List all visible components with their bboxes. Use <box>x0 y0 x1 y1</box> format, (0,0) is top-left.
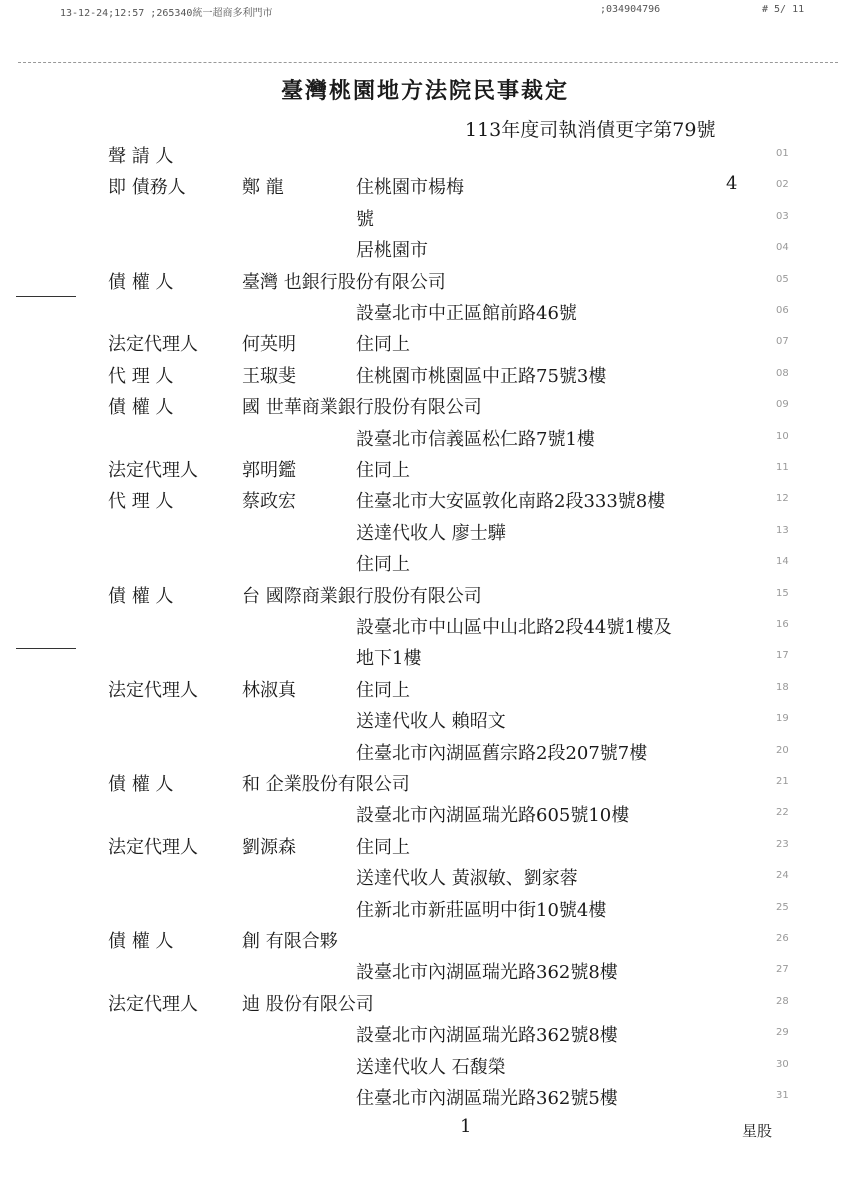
party-detail: 住臺北市內湖區舊宗路2段207號7樓 <box>356 742 648 764</box>
document-line <box>0 613 789 643</box>
party-detail: 住同上 <box>356 334 410 356</box>
party-detail: 設臺北市中山區中山北路2段44號1樓及 <box>356 617 672 638</box>
document-line <box>0 707 789 737</box>
party-detail: 地下1樓 <box>356 648 422 670</box>
document-line <box>0 1053 789 1083</box>
document-line <box>0 801 789 831</box>
line-number: 23 <box>776 838 789 850</box>
page-number: 1 <box>460 1116 472 1137</box>
fax-header-page: # 5/ 11 <box>762 4 805 15</box>
party-detail: 住臺北市大安區敦化南路2段333號8樓 <box>356 491 666 513</box>
line-extra: 4 <box>726 173 738 195</box>
line-number: 18 <box>776 681 789 693</box>
document-line <box>0 299 789 329</box>
fax-header-number: ;034904796 <box>600 4 661 15</box>
document-line <box>0 927 789 957</box>
footer-mark: 星股 <box>742 1122 773 1140</box>
party-role: 法定代理人 <box>108 460 198 481</box>
document-line <box>0 173 789 203</box>
line-number: 16 <box>776 619 789 630</box>
line-number: 08 <box>776 367 789 379</box>
party-name: 迪 股份有限公司 <box>242 993 374 1015</box>
document-line <box>0 330 789 360</box>
line-number: 03 <box>776 210 789 222</box>
document-line <box>0 770 789 800</box>
line-number: 13 <box>776 524 789 536</box>
document-line <box>0 896 789 926</box>
line-number: 17 <box>776 650 789 662</box>
party-name: 蔡政宏 <box>242 491 296 513</box>
document-line <box>0 958 789 988</box>
party-role: 法定代理人 <box>108 836 198 858</box>
party-detail: 送達代收人 黃淑敏、劉家蓉 <box>356 868 578 890</box>
party-detail: 住同上 <box>356 679 410 701</box>
party-role: 債 權 人 <box>108 585 174 607</box>
line-number: 29 <box>776 1027 789 1039</box>
line-number: 11 <box>776 462 789 473</box>
party-role: 法定代理人 <box>108 334 198 356</box>
document-line <box>0 236 789 266</box>
party-detail: 住新北市新莊區明中街10號4樓 <box>356 899 607 921</box>
party-role: 代 理 人 <box>108 491 174 513</box>
party-role: 債 權 人 <box>108 271 174 293</box>
line-number: 01 <box>776 148 789 159</box>
party-name: 臺灣 也銀行股份有限公司 <box>242 271 446 293</box>
party-role: 法定代理人 <box>108 679 198 701</box>
party-role: 法定代理人 <box>108 993 198 1015</box>
document-line <box>0 644 789 674</box>
party-name: 創 有限合夥 <box>242 931 338 952</box>
party-name: 國 世華商業銀行股份有限公司 <box>242 397 482 419</box>
line-number: 07 <box>776 336 789 348</box>
document-line <box>0 362 789 392</box>
document-line <box>0 1021 789 1051</box>
line-number: 25 <box>776 901 789 913</box>
document-line <box>0 550 789 580</box>
party-name: 王琡斐 <box>242 365 296 387</box>
document-line <box>0 582 789 612</box>
party-role: 即 債務人 <box>108 177 186 199</box>
party-name: 何英明 <box>242 334 296 356</box>
document-line <box>0 425 789 455</box>
party-detail: 住桃園市桃園區中正路75號3樓 <box>356 365 607 387</box>
party-detail: 設臺北市內湖區瑞光路362號8樓 <box>356 1025 618 1047</box>
case-number: 113年度司執消債更字第79號 <box>465 119 716 141</box>
line-number: 24 <box>776 870 789 882</box>
party-name: 台 國際商業銀行股份有限公司 <box>242 585 482 607</box>
party-role: 債 權 人 <box>108 931 174 952</box>
line-number: 05 <box>776 273 789 285</box>
line-number: 28 <box>776 995 789 1007</box>
party-detail: 設臺北市內湖區瑞光路362號8樓 <box>356 962 618 984</box>
party-detail: 設臺北市信義區松仁路7號1樓 <box>356 428 595 450</box>
line-number: 06 <box>776 305 789 316</box>
party-name: 劉源森 <box>242 836 296 858</box>
party-name: 郭明鑑 <box>242 460 296 481</box>
document-line <box>0 864 789 894</box>
document-line <box>0 676 789 706</box>
line-number: 10 <box>776 430 789 442</box>
party-detail: 送達代收人 石馥榮 <box>356 1056 506 1078</box>
party-detail: 住同上 <box>356 460 410 481</box>
party-name: 和 企業股份有限公司 <box>242 774 410 795</box>
party-detail: 送達代收人 廖士驊 <box>356 522 506 544</box>
fax-header-left: 13-12-24;12:57 ;265340統一超商多利門市 <box>60 8 273 19</box>
document-line <box>0 833 789 863</box>
document-line <box>0 205 789 235</box>
line-number: 15 <box>776 587 789 599</box>
document-line <box>0 519 789 549</box>
party-detail: 居桃園市 <box>356 240 428 262</box>
document-line <box>0 142 789 172</box>
party-role: 聲 請 人 <box>108 146 174 167</box>
line-number: 26 <box>776 933 789 944</box>
document-line <box>0 393 789 423</box>
party-detail: 送達代收人 賴昭文 <box>356 711 506 733</box>
party-detail: 住同上 <box>356 554 410 576</box>
party-role: 代 理 人 <box>108 365 174 387</box>
document-title: 臺灣桃園地方法院民事裁定 <box>280 78 569 104</box>
party-detail: 設臺北市中正區館前路46號 <box>356 303 577 324</box>
party-detail: 住臺北市內湖區瑞光路362號5樓 <box>356 1088 618 1109</box>
party-detail: 住同上 <box>356 836 410 858</box>
line-number: 14 <box>776 556 789 568</box>
line-number: 09 <box>776 399 789 411</box>
line-number: 20 <box>776 744 789 756</box>
line-number: 31 <box>776 1090 789 1101</box>
document-line <box>0 739 789 769</box>
document-line <box>0 268 789 298</box>
line-number: 02 <box>776 179 789 191</box>
line-number: 04 <box>776 242 789 254</box>
document-line <box>0 1084 789 1114</box>
party-name: 林淑真 <box>242 679 296 701</box>
line-number: 22 <box>776 807 789 819</box>
fax-divider <box>18 62 838 63</box>
party-role: 債 權 人 <box>108 774 174 795</box>
party-detail: 號 <box>356 208 374 230</box>
line-number: 12 <box>776 493 789 505</box>
document-line <box>0 487 789 517</box>
party-detail: 住桃園市楊梅 <box>356 177 464 199</box>
document-line <box>0 990 789 1020</box>
party-name: 鄭 龍 <box>242 177 284 199</box>
document-line <box>0 456 789 486</box>
line-number: 30 <box>776 1058 789 1070</box>
party-role: 債 權 人 <box>108 397 174 419</box>
party-detail: 設臺北市內湖區瑞光路605號10樓 <box>356 805 630 827</box>
line-number: 27 <box>776 964 789 976</box>
line-number: 21 <box>776 776 789 787</box>
line-number: 19 <box>776 713 789 725</box>
